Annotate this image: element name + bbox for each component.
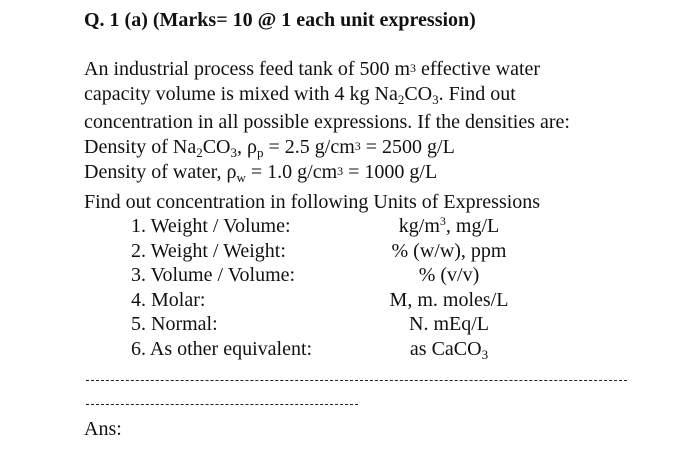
unit-value: $kg/m^3$, mg/L — [398, 214, 500, 237]
unit-label: 6. As other equivalent: — [131, 337, 313, 360]
list-item — [131, 338, 601, 363]
density-water: Density of water, $\rho_w = 1.0$ $g/cm^3 = 1000$ g/L — [84, 161, 438, 185]
density-sodium-carbonate: Density of $Na_2CO_3$, $\rho_p = 2.5$ $g/cm^3 = 2500$ g/L — [84, 136, 455, 160]
units-list — [131, 215, 601, 362]
unit-value: N. mEq/L — [409, 313, 489, 335]
list-item — [131, 289, 601, 314]
answer-line-long — [86, 380, 627, 381]
list-item — [131, 215, 601, 240]
unit-label: 3. Volume / Volume: — [131, 264, 296, 286]
problem-line-1: An industrial process feed tank of 500 $m^3$ effective water — [84, 58, 541, 80]
unit-value: as CaCO$_3$ — [409, 337, 489, 362]
unit-value: % (w/w), ppm — [391, 239, 507, 262]
list-item — [131, 264, 601, 289]
unit-label: 1. Weight / Volume: — [131, 215, 291, 237]
question-heading: Q. 1 (a) (Marks= 10 @ 1 each unit expression) — [84, 9, 476, 31]
answer-line-short — [86, 404, 358, 405]
answer-label: Ans: — [84, 418, 122, 440]
problem-line-2: capacity volume is mixed with 4 kg $Na_2CO_3$. Find out — [84, 83, 516, 107]
unit-label: 2. Weight / Weight: — [131, 239, 286, 262]
units-intro: Find out concentration in following Units of Expressions — [84, 191, 541, 213]
list-item — [131, 313, 601, 338]
problem-line-3: concentration in all possible expressions. If the densities are: — [84, 111, 570, 133]
unit-value: M, m. moles/L — [389, 288, 509, 311]
list-item — [131, 240, 601, 265]
unit-value: % (v/v) — [418, 264, 480, 286]
unit-label: 5. Normal: — [131, 313, 218, 335]
unit-label: 4. Molar: — [131, 288, 206, 311]
